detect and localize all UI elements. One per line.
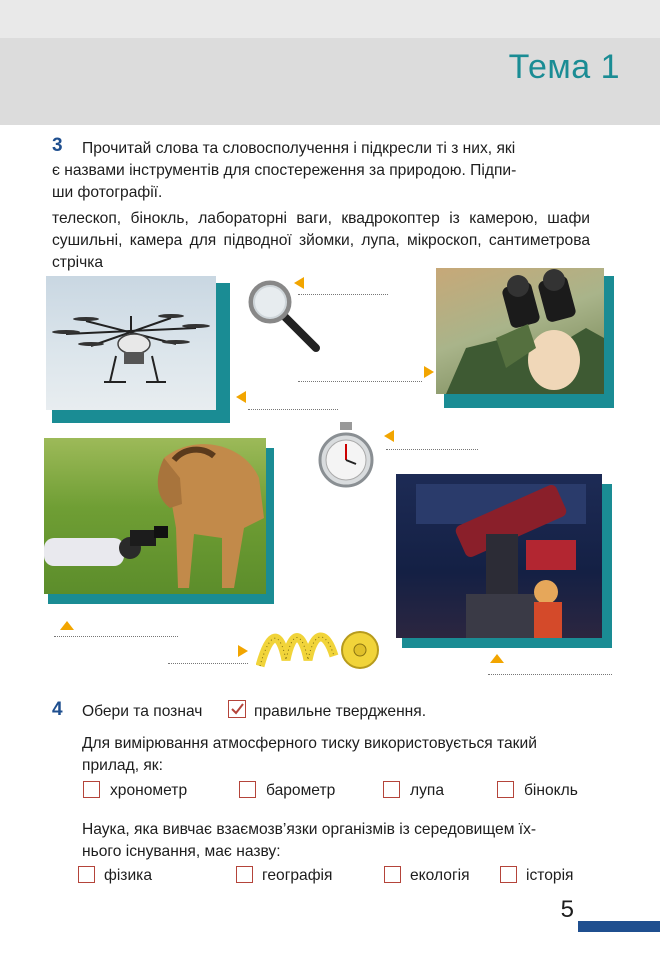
- q2-option-ecology-label: екологія: [410, 867, 470, 884]
- q1-option-barometer-checkbox[interactable]: [239, 781, 256, 798]
- magnifier-caption-line[interactable]: [298, 294, 388, 295]
- telescope-photo: [396, 474, 602, 638]
- q2-option-history-checkbox[interactable]: [500, 866, 517, 883]
- task-3-number: 3: [52, 135, 63, 156]
- word-list: телескоп, бінокль, лабораторні ваги, квадрокоптер із камерою, шафи сушильні, камера для підводної зйомки, лупа, мікроскоп, сантиметрова стрічка: [52, 210, 590, 271]
- page-header: [0, 0, 660, 125]
- magnifier-pointer: [294, 277, 304, 289]
- question-1-line-2: прилад, як:: [82, 757, 163, 774]
- question-1-line-1: Для вимірювання атмосферного тиску використовується такий: [82, 735, 537, 752]
- q1-option-magnifier-label: лупа: [410, 782, 445, 799]
- telescope-pointer: [490, 654, 504, 663]
- measuring-tape-photo: [256, 620, 384, 670]
- task-3-instruction-line-2: є назвами інструментів для спостереження за природою. Підпи-: [52, 162, 517, 179]
- photographer-caption-line[interactable]: [54, 636, 178, 637]
- q1-option-binoculars-checkbox[interactable]: [497, 781, 514, 798]
- q2-option-physics-label: фізика: [104, 867, 152, 884]
- page-number: 5: [560, 896, 574, 923]
- binoculars-photo: [436, 268, 604, 394]
- q2-option-geography-label: географія: [262, 867, 333, 884]
- stopwatch-photo: [316, 420, 378, 490]
- measuring-tape-pointer: [238, 645, 248, 657]
- measuring-tape-caption-line[interactable]: [168, 663, 248, 664]
- task-4-number: 4: [52, 699, 63, 720]
- task-4-instruction-start: Обери та познач: [82, 703, 203, 720]
- task-3-instruction-line-3: ши фотографії.: [52, 184, 163, 201]
- checkmark-example-icon: [228, 700, 246, 718]
- q2-option-geography-checkbox[interactable]: [236, 866, 253, 883]
- quadcopter-caption-line[interactable]: [248, 409, 338, 410]
- telescope-caption-line[interactable]: [488, 674, 612, 675]
- binoculars-caption-line[interactable]: [298, 381, 422, 382]
- q2-option-ecology-checkbox[interactable]: [384, 866, 401, 883]
- magnifier-photo: [246, 278, 326, 356]
- question-2-line-1: Наука, яка вивчає взаємозв’язки організмів із середовищем їх-: [82, 821, 537, 838]
- stopwatch-pointer: [384, 430, 394, 442]
- q2-option-history-label: історія: [526, 867, 574, 884]
- q1-option-barometer-label: барометр: [266, 782, 336, 799]
- q1-option-binoculars-label: бінокль: [524, 782, 578, 799]
- q2-option-physics-checkbox[interactable]: [78, 866, 95, 883]
- task-3-instruction-line-1: Прочитай слова та словосполучення і підкресли ті з них, які: [82, 140, 516, 157]
- photographer-pointer: [60, 621, 74, 630]
- binoculars-pointer: [424, 366, 434, 378]
- photographer-photo: [44, 438, 266, 594]
- page-number-bar: [578, 921, 660, 932]
- task-4-instruction-end: правильне твердження.: [254, 703, 427, 720]
- header-top-strip: [0, 0, 660, 38]
- quadcopter-pointer: [236, 391, 246, 403]
- topic-title: Тема 1: [508, 48, 620, 86]
- quadcopter-photo: [46, 276, 216, 410]
- stopwatch-caption-line[interactable]: [386, 449, 478, 450]
- question-2-line-2: нього існування, має назву:: [82, 843, 281, 860]
- q1-option-chronometer-checkbox[interactable]: [83, 781, 100, 798]
- q1-option-magnifier-checkbox[interactable]: [383, 781, 400, 798]
- q1-option-chronometer-label: хронометр: [110, 782, 188, 799]
